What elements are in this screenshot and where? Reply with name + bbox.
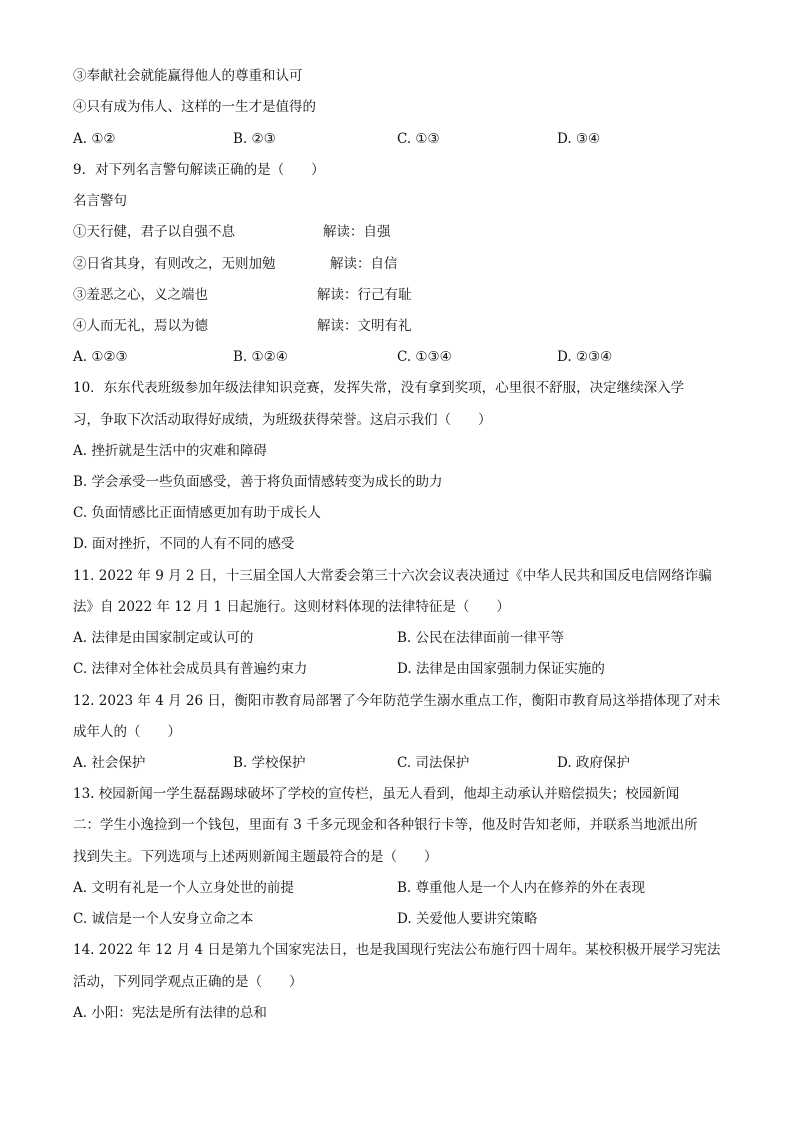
q8-choice-a: A. ①②: [73, 131, 116, 147]
q9-interp-4: 解读：文明有礼: [317, 318, 412, 334]
q9-choice-c: C. ①③④: [397, 349, 452, 365]
q11-choice-a: A. 法律是由国家制定或认可的: [73, 630, 254, 646]
q9-choice-b: B. ①②④: [233, 349, 288, 365]
q13-choice-b: B. 尊重他人是一个人内在修养的外在表现: [397, 880, 646, 896]
q9-quote-4: ④人而无礼，焉以为德: [73, 318, 208, 334]
q10-choice-d: D. 面对挫折，不同的人有不同的感受: [73, 536, 295, 552]
q9-interp-2: 解读：自信: [330, 256, 398, 272]
q9-table-header: 名言警句: [73, 193, 127, 209]
q9-interp-1: 解读：自强: [323, 224, 391, 240]
q12-choice-d: D. 政府保护: [557, 755, 630, 771]
q10-choice-c: C. 负面情感比正面情感更加有助于成长人: [73, 505, 321, 521]
q13-choice-a: A. 文明有礼是一个人立身处世的前提: [73, 880, 294, 896]
q9-stem: 9．对下列名言警句解读正确的是（ ）: [73, 162, 325, 178]
q8-statement-4: ④只有成为伟人、这样的一生才是值得的: [73, 99, 316, 115]
q11-choice-b: B. 公民在法律面前一律平等: [397, 630, 565, 646]
q11-stem-line-1: 11. 2022 年 9 月 2 日，十三届全国人大常委会第三十六次会议表决通过《中华人民共和国反电信网络诈骗: [73, 568, 712, 584]
q9-quote-2: ②日省其身，有则改之，无则加勉: [73, 256, 276, 272]
q11-choice-d: D. 法律是由国家强制力保证实施的: [397, 661, 605, 677]
q8-statement-3: ③奉献社会就能赢得他人的尊重和认可: [73, 68, 303, 84]
q13-stem-line-1: 13. 校园新闻一学生磊磊踢球破坏了学校的宣传栏，虽无人看到，他却主动承认并赔偿损失；校园新闻: [73, 786, 680, 802]
q14-stem-line-2: 活动，下列同学观点正确的是（ ）: [73, 974, 303, 990]
q9-quote-1: ①天行健，君子以自强不息: [73, 224, 235, 240]
q8-choice-c: C. ①③: [397, 131, 440, 147]
q13-choice-d: D. 关爱他人要讲究策略: [397, 911, 538, 927]
q13-choice-c: C. 诚信是一个人安身立命之本: [73, 911, 254, 927]
q9-interp-3: 解读：行己有耻: [317, 287, 412, 303]
q13-stem-line-2: 二：学生小逸捡到一个钱包，里面有 3 千多元现金和各种银行卡等，他及时告知老师，并联系当地派出所: [73, 817, 698, 833]
q12-choice-c: C. 司法保护: [397, 755, 470, 771]
q14-stem-line-1: 14. 2022 年 12 月 4 日是第九个国家宪法日，也是我国现行宪法公布施行四十周年。某校积极开展学习宪法: [73, 942, 721, 958]
q14-choice-a: A. 小阳：宪法是所有法律的总和: [73, 1005, 267, 1021]
q9-quote-3: ③羞恶之心，义之端也: [73, 287, 208, 303]
q13-stem-line-3: 找到失主。下列选项与上述两则新闻主题最符合的是（ ）: [73, 849, 438, 865]
q10-choice-b: B. 学会承受一些负面感受，善于将负面情感转变为成长的助力: [73, 474, 443, 490]
q12-choice-b: B. 学校保护: [233, 755, 306, 771]
q8-choice-b: B. ②③: [233, 131, 276, 147]
q10-stem-line-2: 习，争取下次活动取得好成绩，为班级获得荣誉。这启示我们（ ）: [73, 412, 492, 428]
q10-choice-a: A. 挫折就是生活中的灾难和障碍: [73, 443, 267, 459]
q12-stem-line-2: 成年人的（ ）: [73, 724, 181, 740]
q9-choice-a: A. ①②③: [73, 349, 128, 365]
q9-choice-d: D. ②③④: [557, 349, 613, 365]
q12-choice-a: A. 社会保护: [73, 755, 146, 771]
q12-stem-line-1: 12. 2023 年 4 月 26 日，衡阳市教育局部署了今年防范学生溺水重点工作，衡阳市教育局这举措体现了对未: [73, 693, 721, 709]
q10-stem-line-1: 10．东东代表班级参加年级法律知识竞赛，发挥失常，没有拿到奖项，心里很不舒服，决定继续深入学: [73, 380, 685, 396]
q11-stem-line-2: 法》自 2022 年 12 月 1 日起施行。这则材料体现的法律特征是（ ）: [73, 599, 510, 615]
q11-choice-c: C. 法律对全体社会成员具有普遍约束力: [73, 661, 308, 677]
q8-choice-d: D. ③④: [557, 131, 601, 147]
